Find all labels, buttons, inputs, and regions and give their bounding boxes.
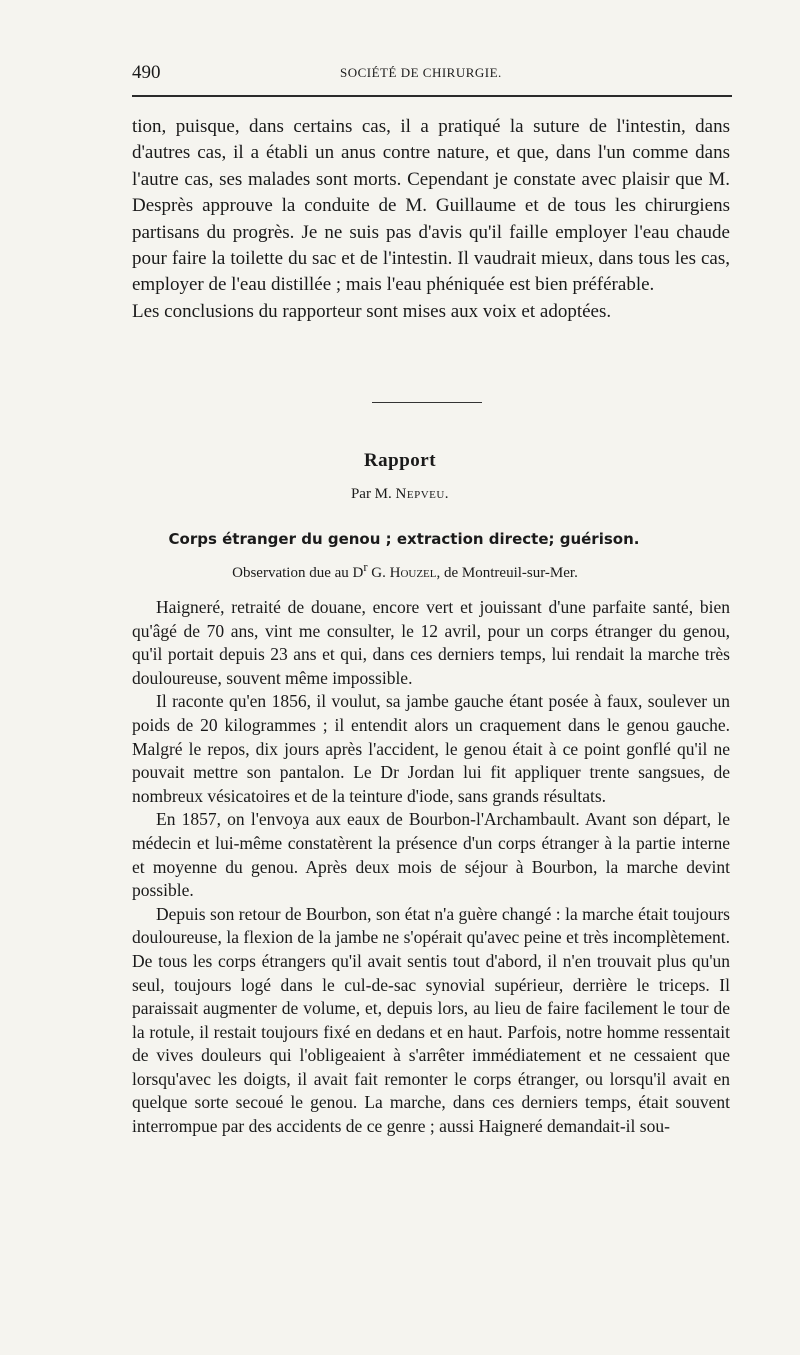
header-rule <box>132 95 732 97</box>
report-author <box>0 486 800 503</box>
page-number: 490 <box>132 62 161 83</box>
observation-suffix: de Montreuil-sur-Mer. <box>444 565 578 581</box>
report-paragraph-4: Depuis son retour de Bourbon, son état n'a guère changé : la marche était toujours douloureuse, la flexion de la jambe ne s'opérait qu'avec peine et très incomplètement. De tous les corps étrangers qu'il avait sentis tout d'abord, il n'en trouvait plus qu'un seul, toujours logé dans le cul-de-sac synovial supérieur, derrière le triceps. Il paraissait augmenter de volume, et, depuis lors, au lieu de faire facilement le tour de la rotule, il restait toujours fixé en dedans et en haut. Parfois, notre homme ressentait de vives douleurs qui l'obligeaient à s'arrêter immédiatement et ne cessaient que lorsqu'avec les doigts, il avait fait remonter le corps étranger, ou lorsqu'il avait en quelque sorte secoué le genou. La marche, dans ces derniers temps, était souvent interrompue par des accidents de ce genre ; aussi Haigneré demandait-il sou- <box>132 903 730 1137</box>
observation-credit <box>0 560 800 582</box>
report-paragraph-1: Haigneré, retraité de douane, encore vert et jouissant d'une parfaite santé, bien qu'âgé de 70 ans, vint me consulter, le 12 avril, pour un corps étranger du genou, qu'il portait depuis 23 ans et qui, dans ces derniers temps, lui rendait la marche très douloureuse, souvent même impossible. <box>132 597 730 688</box>
discussion-paragraph-2: Les conclusions du rapporteur sont mises aux voix et adoptées. <box>132 300 612 322</box>
running-head: SOCIÉTÉ DE CHIRURGIE. <box>340 65 502 80</box>
report-paragraph-2: Il raconte qu'en 1856, il voulut, sa jambe gauche étant posée à faux, soulever un poids de 20 kilogrammes ; il entendit alors un craquement dans le genou gauche. Malgré le repos, dix jours après l'accident, le genou était à ce point gonflé qu'il ne pouvait mettre son pantalon. Le Dr Jordan lui fit appliquer trente sangsues, de nombreux vésicatoires et de la teinture d'iode, sans grands résultats. <box>132 691 730 806</box>
report-paragraph-3: En 1857, on l'envoya aux eaux de Bourbon-l'Archambault. Avant son départ, le médecin et lui-même constatèrent la présence d'un corps étranger à la partie interne et moyenne du genou. Après deux mois de séjour à Bourbon, la marche devint possible. <box>132 809 730 901</box>
case-title: Corps étranger du genou ; extraction directe; guérison. <box>168 530 640 548</box>
report-body <box>132 596 730 1139</box>
author-prefix: Par M. <box>350 486 392 502</box>
author-name: Nepveu. <box>395 486 450 502</box>
discussion-paragraph-1: tion, puisque, dans certains cas, il a pratiqué la suture de l'intestin, dans d'autres cas, il a établi un anus contre nature, et que, dans l'un comme dans l'autre cas, ses malades sont morts. Cependant je constate avec plaisir que M. Desprès approuve la conduite de M. Guillaume et de tous les chirurgiens partisans du progrès. Je ne suis pas d'avis qu'il faille employer l'eau chaude pour faire la toilette du sac et de l'intestin. Il vaudrait mieux, dans tous les cas, employer de l'eau distillée ; mais l'eau phéniquée est bien préférable. <box>132 116 730 296</box>
report-title: Rapport <box>363 450 437 471</box>
discussion-block <box>132 114 730 325</box>
page-header <box>132 62 732 84</box>
observation-name: G. Houzel, <box>371 565 441 581</box>
section-separator <box>372 402 482 403</box>
observation-prefix: Observation due au D <box>232 565 364 581</box>
observation-sup: r <box>363 560 368 574</box>
